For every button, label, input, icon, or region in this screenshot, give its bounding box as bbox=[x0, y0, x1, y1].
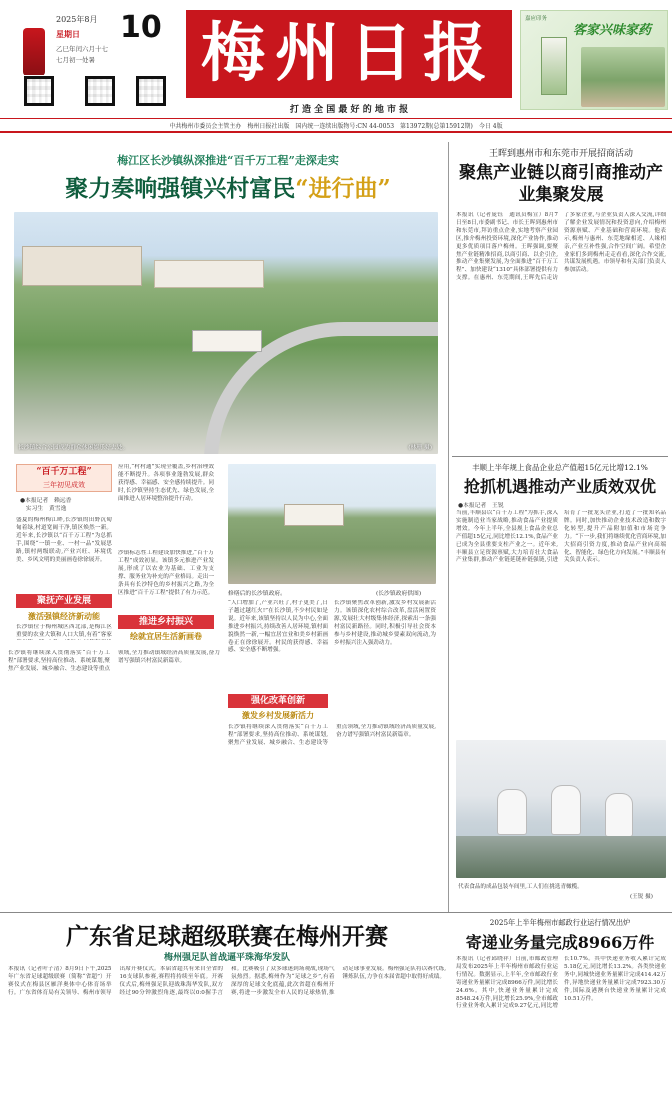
building-shape bbox=[154, 260, 264, 288]
solar-term: 七月初一处暑 bbox=[56, 56, 95, 64]
section-subheading: 激活强镇经济新动能 bbox=[28, 611, 100, 621]
masthead-rule bbox=[0, 118, 672, 119]
badge-line1: “百千万工程” bbox=[36, 467, 92, 477]
badge-line2: 三年初见成效 bbox=[43, 481, 85, 489]
body-text: 应用,“村村通”实现全覆盖,乡村治理效能不断提升。各项事业蓬勃发展,群众获得感、幸福感、安全感持续提升。同时,长沙镇坚持生态优先、绿色发展,全面推进人居环境整治提升行动。 bbox=[118, 464, 214, 502]
lead-kicker: 梅江区长沙镇纵深推进“百千万工程”走深走实 bbox=[117, 154, 339, 167]
ad-title: 客家兴味家药 bbox=[573, 23, 652, 38]
body-text: 盛夏的梅州梅江畔,长沙镇的田野沉甸甸着绿,村道宽阔干净,镇区焕然一新。近年来,长沙镇以“百千万工程”为总抓手,围绕“一镇一业、一村一品”发展思路,镇村两级联动,产业兴旺、环境优美、乡风文明的美丽画卷徐徐展开。 bbox=[16, 517, 112, 563]
slogan: 打 造 全 国 最 好 的 地 市 报 bbox=[289, 105, 409, 115]
lead-headline bbox=[18, 170, 438, 203]
body-text: 长沙镇将继续深入贯彻落实“百千万工程”部署要求,坚持高位推动、系统谋划,聚焦产业发展、城乡融合、生态建设等重点领域,全力推动镇域经济高质量发展,奋力谱写强镇兴村富民新篇章。 bbox=[228, 724, 436, 746]
photo-credit: (长沙镇政府供图) bbox=[376, 591, 422, 597]
section-heading: 聚抚产业发展 bbox=[16, 594, 112, 608]
product-box-icon bbox=[541, 37, 567, 95]
lead-headline-highlight: “进行曲” bbox=[295, 175, 391, 202]
advertisement[interactable] bbox=[520, 10, 668, 110]
worker-figure bbox=[606, 794, 632, 836]
qr-code bbox=[85, 76, 115, 106]
newspaper-title: 梅州日报 bbox=[201, 16, 497, 91]
body-text: 本报讯（记者邱晓祥）日前,市邮政管理局发布2025年上半年梅州市邮政行业运行情况。数据显示,上半年,全市邮政行业寄递业务量累计完成8966万件,同比增长24.6%。其中,快递业务量累计完成8548.24万件,同比增长25.9%,全市邮政行业业务收入累计完成9.27亿元,同比增长10.7%。其中快递业务收入累计完成5.18亿元,同比增长13.2%。各类快递业务中,同城快递业务量累计完成414.42万件,异地快递业务量累计完成7923.30万件,国际及港澳台快递业务量累计完成10.51万件。 bbox=[456, 956, 666, 1010]
byline: ●本报记者 王锐 bbox=[458, 503, 504, 509]
publication-info: 中共梅州市委员会主管主办 梅州日报社出版 国内统一连续出版物号:CN 44-0053 第13972期(总第15912期) 今日 4版 bbox=[169, 123, 503, 130]
government-building-photo bbox=[228, 464, 436, 584]
qr-code bbox=[136, 76, 166, 106]
article-headline: 抢抓机遇推动产业质效双优 bbox=[463, 477, 656, 496]
body-text: 本报讯（记者叶子清）8月9日下午,2025年广东省足球超级联赛（简称“省超”）开赛仪式在梅县区雁洋奥体中心体育场举行。广东省体育局有关领导、梅州市领导出席开赛仪式。本届省超共有来自全省的16支球队参赛,赛程将持续至年底。开赛仪式后,梅州强足队迎战珠海华发队,双方经过90分钟激烈角逐,最终以0:0握手言和。比赛吸引了众多球迷到场观战,现场气氛热烈。据悉,梅州作为“足球之乡”,有着深厚的足球文化底蕴,此次省超在梅州开赛,将进一步激发全市人民的足球热情,推动足球事业发展。梅州强足队将以赛代练,锤炼队伍,力争在本届省超中取得好成绩。 bbox=[8, 966, 446, 996]
section-divider bbox=[0, 912, 672, 913]
building-shape bbox=[284, 504, 344, 526]
photo-credit: (王锐 摄) bbox=[630, 894, 653, 900]
masthead bbox=[0, 0, 672, 138]
lunar-date: 乙巳年闰六月十七 bbox=[56, 45, 108, 53]
body-text: 长沙镇位于梅州城区西北部,是梅江区重要的农业大镇和人口大镇,有着“客家 bbox=[16, 624, 112, 638]
body-text: 沙镇标志性工程建设加快推进,“百千万工程”成效初显。该镇多元推进产业发展,形成了以农业为基础、工业为支撑、服务业为补充的产业格局。走出一条具有长沙特色的乡村振兴之路,为全区推进“百千万工程”提供了有力示范。 bbox=[118, 550, 214, 596]
article-headline: 聚焦产业链以商引商推动产业集聚发展 bbox=[459, 163, 663, 205]
article-headline: 广东省足球超级联赛在梅州开赛 bbox=[66, 923, 388, 950]
article-subheadline: 梅州强足队首战逼平珠海华发队 bbox=[163, 953, 290, 963]
body-text: 长沙镇聚焦改革创新,激发乡村发展新活力。该镇深化农村综合改革,盘活闲置资源,发展壮大村级集体经济,探索出一条强村富民新路径。同时,积极引导社会资本参与乡村建设,推动城乡要素双向流动,为乡村振兴注入强劲动力。 bbox=[334, 600, 436, 646]
right-article-investment bbox=[452, 142, 668, 462]
weekday: 星期日 bbox=[56, 29, 80, 39]
date-year-month: 2025年8月 bbox=[56, 15, 98, 24]
photo-caption: 长沙镇综合公园成为群众休闲娱乐好去处。 bbox=[18, 445, 129, 451]
article-kicker: 丰顺上半年规上食品企业总产值超15亿元比增12.1% bbox=[472, 463, 648, 472]
body-text: 本报讯（记者庞钰 通讯员梅宣）8月7日至8日,市委副书记、市长王晖到惠州市和东莞市,拜访重点企业,实地考察产业园区,推介梅州投资环境,深化产业协作,推动更多优质项目落户梅州。王晖强调,要聚焦产业链精准招商,以商引商、以企引企,推动产业集聚发展,为全面推进“百千万工程”、加快建设“1310”具体部署提供有力支撑。在惠州、东莞期间,王晖先后走访了多家企业,与企业负责人深入交流,详细了解企业发展情况和投资意向,介绍梅州资源禀赋、产业基础和营商环境。他表示,梅州与惠州、东莞地缘相近、人缘相亲,产业互补性强,合作空间广阔。希望企业家们多到梅州走走看看,深化合作交流,共谋发展机遇。市领导和有关部门负责人参加活动。 bbox=[456, 212, 666, 282]
article-headline: 寄递业务量完成8966万件 bbox=[465, 933, 655, 952]
bottom-article-postal bbox=[452, 914, 668, 1098]
photo-credit: (林珊 摄) bbox=[408, 445, 432, 451]
conveyor-belt bbox=[456, 836, 666, 878]
photo-caption: 代表食品的成品包装车间里,工人们在挑选青橄榄。 bbox=[458, 884, 583, 890]
article-separator bbox=[452, 456, 668, 457]
lead-headline-main: 聚力奏响强镇兴村富民 bbox=[65, 175, 296, 202]
column-divider bbox=[448, 142, 449, 912]
masthead-title-panel bbox=[186, 10, 512, 98]
body-text: 当前,丰顺县以“百千万工程”为抓手,深入实施制造业当家战略,推动食品产业提质增效。今年上半年,全县规上食品企业总产值超15亿元,同比增长12.1%,食品产业已成为全县重要支柱产业之一。近年来,丰顺县立足资源禀赋,大力培育壮大食品产业集群,推动产业链延链补链强链,引进培育了一批龙头企业,打造了一批知名品牌。同时,加快推动企业技术改造和数字化转型,提升产品附加值和市场竞争力。“下一步,我们将继续优化营商环境,加大招商引资力度,推动食品产业向高端化、智能化、绿色化方向发展。”丰顺县有关负责人表示。 bbox=[456, 510, 666, 564]
photo-caption: 修缮后的长沙镇政府。 bbox=[228, 591, 286, 597]
badge bbox=[16, 464, 112, 492]
logo-emblem bbox=[23, 28, 45, 76]
masthead-rule bbox=[0, 131, 672, 133]
day-number: 10 bbox=[120, 10, 162, 45]
article-kicker: 王晖到惠州市和东莞市开展招商活动 bbox=[488, 149, 633, 159]
worker-figure bbox=[498, 790, 526, 834]
food-factory-photo bbox=[456, 740, 666, 878]
qr-code bbox=[24, 76, 54, 106]
body-text: 长沙镇将继续深入贯彻落实“百千万工程”部署要求,坚持高位推动、系统谋划,聚焦产业发展、城乡融合、生态建设等重点领域,全力推动镇域经济高质量发展,奋力谱写强镇兴村富民新篇章。 bbox=[8, 650, 220, 672]
product-photo bbox=[581, 47, 665, 107]
body-text: “人口增加了,产业兴旺了,村子更美了,日子越过越红火!”在长沙镇,不少村民如是说。近年来,该镇坚持以人民为中心,全面推进乡村振兴,持续改善人居环境,镇村面貌焕然一新,一幅宜居宜业和美乡村新画卷正在徐徐展开。村民的获得感、幸福感、安全感不断增强。 bbox=[228, 600, 328, 654]
section-subheading: 激发乡村发展新活力 bbox=[242, 710, 314, 720]
bottom-article-football bbox=[8, 914, 446, 1098]
section-heading: 推进乡村振兴 bbox=[118, 615, 214, 629]
building-shape bbox=[22, 246, 142, 286]
byline: ●本报记者 赖远香 实习生 黄雪逸 bbox=[20, 498, 72, 512]
worker-figure bbox=[552, 786, 580, 834]
article-kicker: 2025年上半年梅州市邮政行业运行情况出炉 bbox=[489, 918, 631, 927]
right-article-food bbox=[452, 460, 668, 910]
section-heading: 强化改革创新 bbox=[228, 694, 328, 708]
section-subheading: 绘就宜居生活新画卷 bbox=[130, 631, 202, 641]
pavilion-roof bbox=[192, 330, 262, 352]
ad-tag: 嘉应印务 bbox=[525, 16, 548, 22]
lead-photo bbox=[14, 212, 438, 454]
